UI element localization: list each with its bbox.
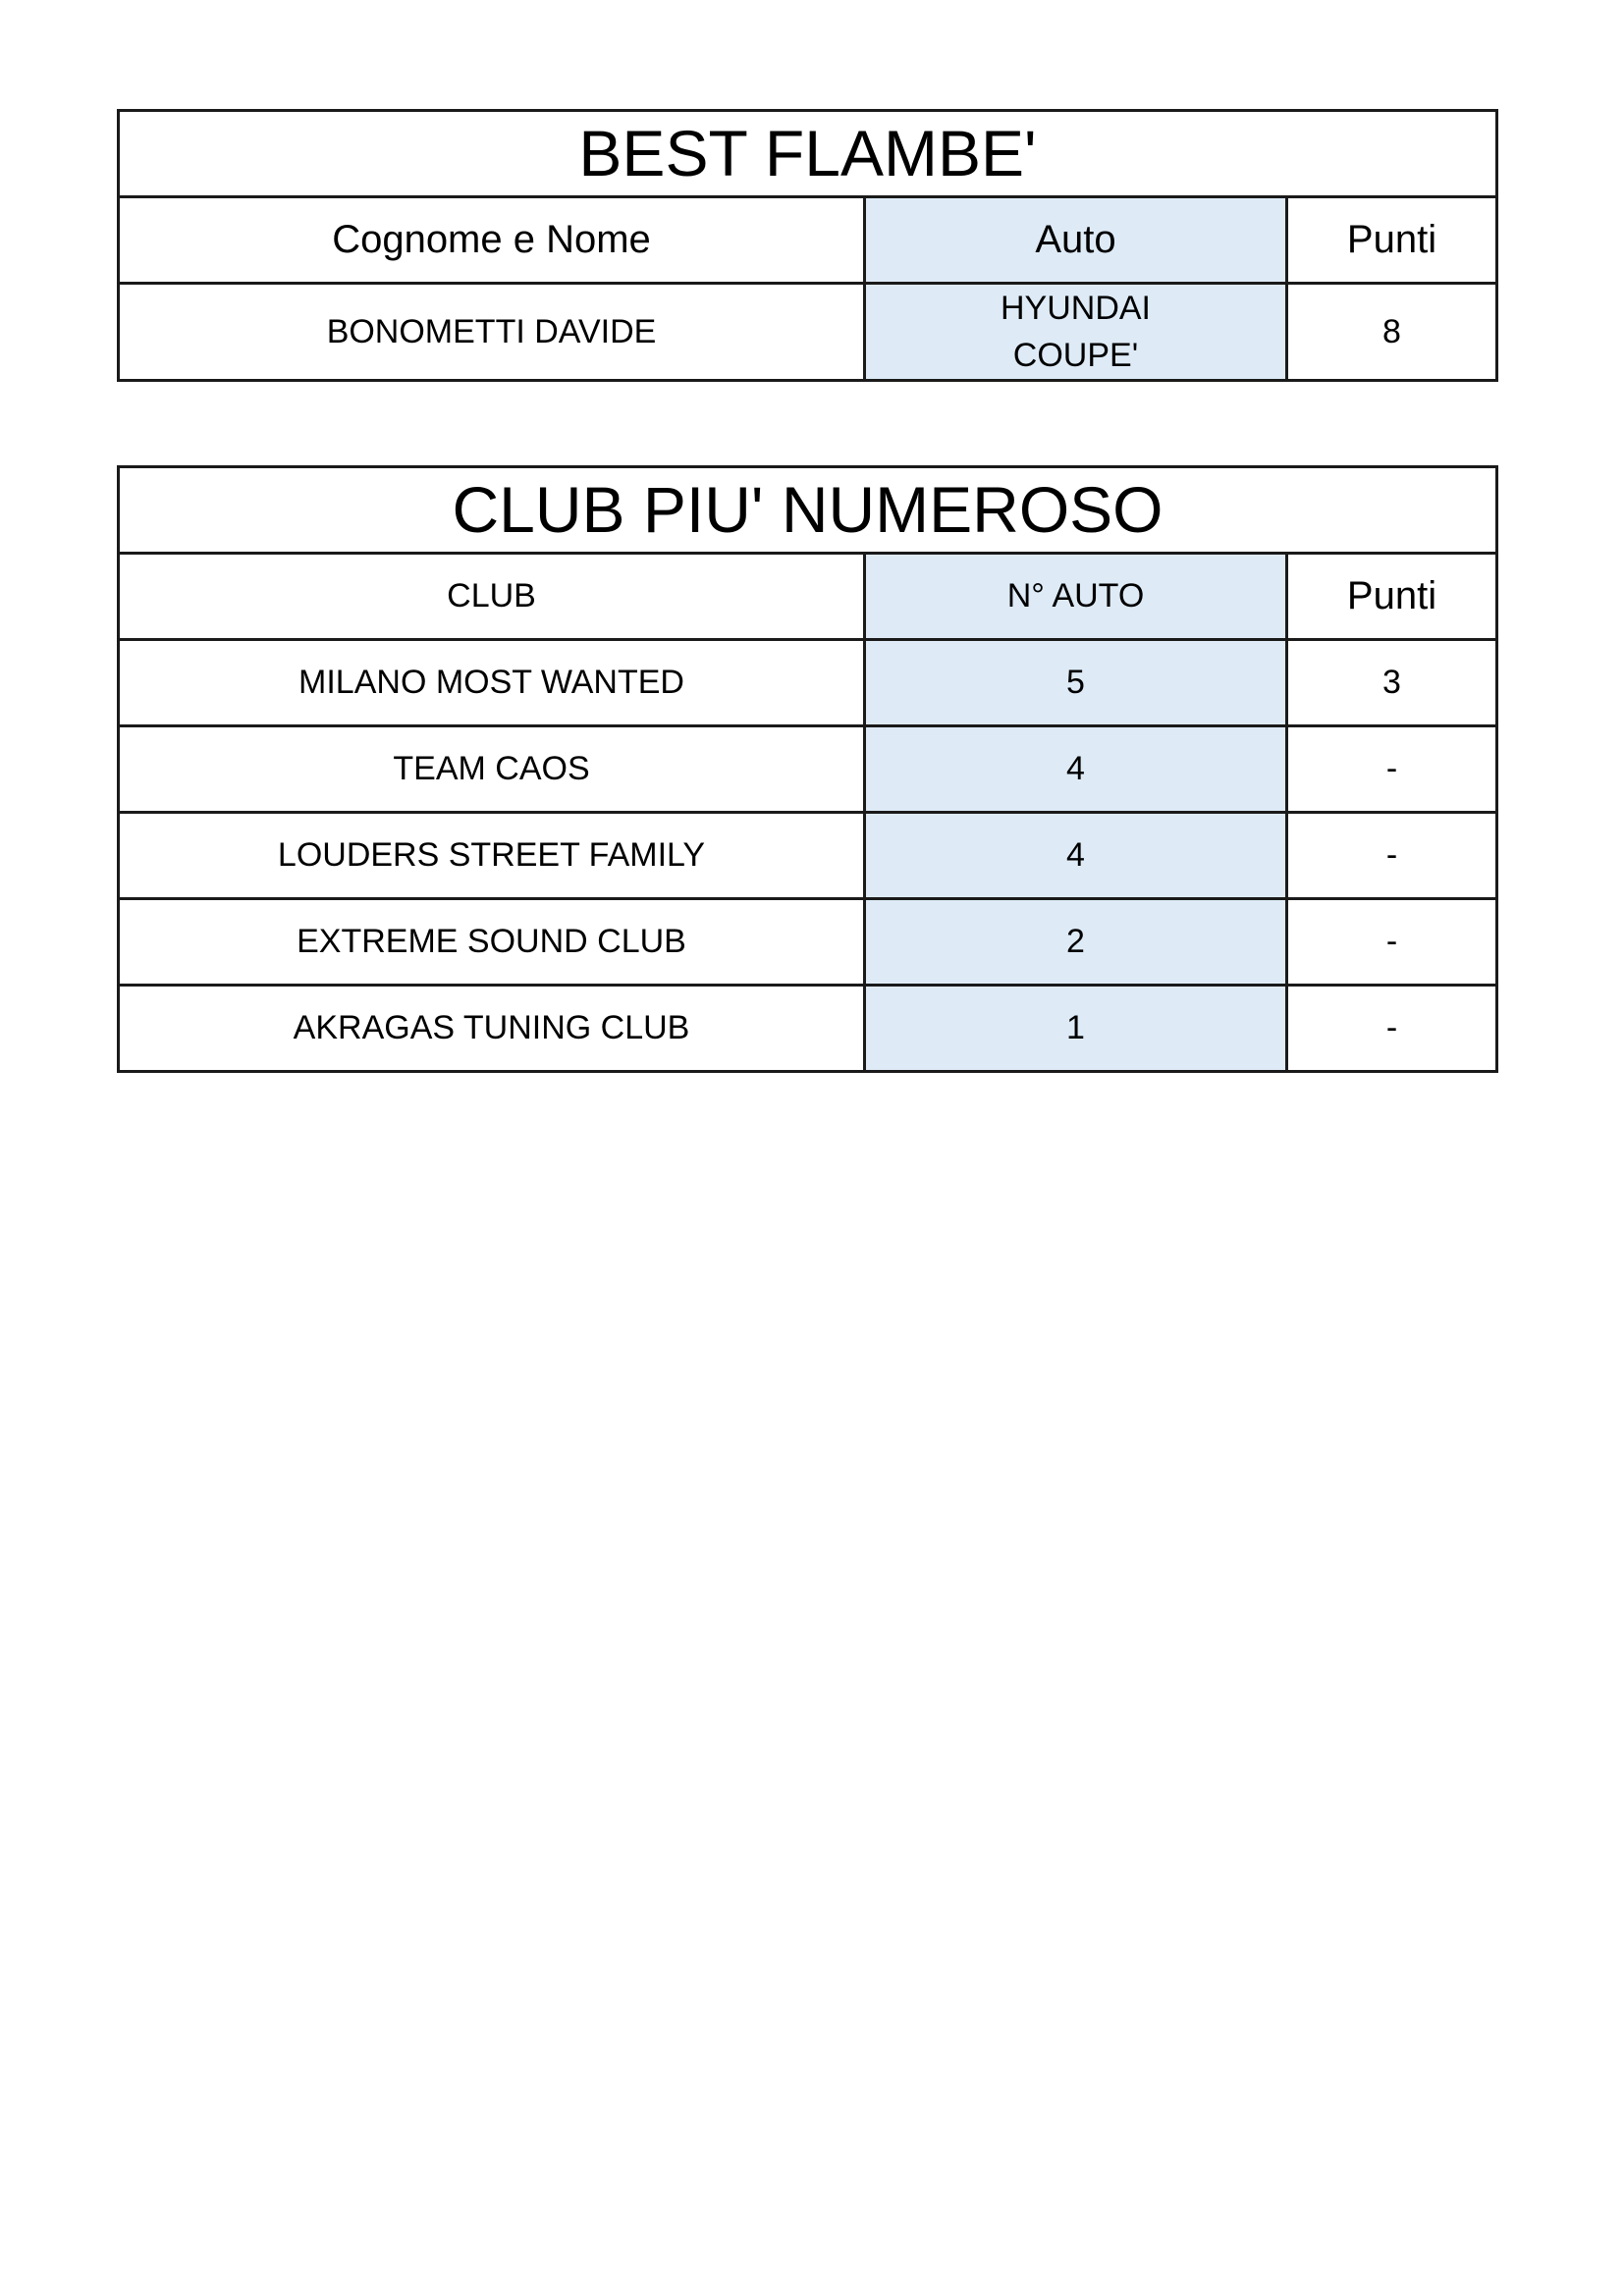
- best-flambe-table: [117, 109, 1498, 382]
- cell-punti: -: [1287, 813, 1497, 899]
- best-flambe-title: BEST FLAMBE': [119, 111, 1497, 197]
- cell-punti: 8: [1287, 284, 1497, 381]
- cell-punti: -: [1287, 986, 1497, 1072]
- cell-club: LOUDERS STREET FAMILY: [119, 813, 865, 899]
- cell-club: TEAM CAOS: [119, 726, 865, 813]
- table-row: [119, 813, 1497, 899]
- header-auto: Auto: [865, 197, 1287, 284]
- table-row: [119, 726, 1497, 813]
- club-header-row: [119, 554, 1497, 640]
- cell-punti: 3: [1287, 640, 1497, 726]
- cell-punti: -: [1287, 726, 1497, 813]
- cell-club: EXTREME SOUND CLUB: [119, 899, 865, 986]
- cell-club: AKRAGAS TUNING CLUB: [119, 986, 865, 1072]
- header-club: CLUB: [119, 554, 865, 640]
- cell-n-auto: 4: [865, 813, 1287, 899]
- cell-n-auto: 4: [865, 726, 1287, 813]
- cell-auto: [865, 284, 1287, 381]
- header-punti: Punti: [1287, 554, 1497, 640]
- table-row: [119, 986, 1497, 1072]
- cell-n-auto: 1: [865, 986, 1287, 1072]
- header-n-auto: N° AUTO: [865, 554, 1287, 640]
- club-piu-numeroso-table: [117, 465, 1498, 1073]
- header-cognome-nome: Cognome e Nome: [119, 197, 865, 284]
- cell-n-auto: 2: [865, 899, 1287, 986]
- table-row: [119, 899, 1497, 986]
- cell-auto-line1: HYUNDAI: [1000, 290, 1152, 327]
- club-title-row: [119, 467, 1497, 554]
- best-flambe-title-row: [119, 111, 1497, 197]
- cell-punti: -: [1287, 899, 1497, 986]
- best-flambe-header-row: [119, 197, 1497, 284]
- cell-club: MILANO MOST WANTED: [119, 640, 865, 726]
- header-punti: Punti: [1287, 197, 1497, 284]
- club-title: CLUB PIU' NUMEROSO: [119, 467, 1497, 554]
- table-row: [119, 284, 1497, 381]
- cell-auto-line2: COUPE': [1012, 337, 1139, 374]
- cell-n-auto: 5: [865, 640, 1287, 726]
- table-row: [119, 640, 1497, 726]
- cell-name: BONOMETTI DAVIDE: [119, 284, 865, 381]
